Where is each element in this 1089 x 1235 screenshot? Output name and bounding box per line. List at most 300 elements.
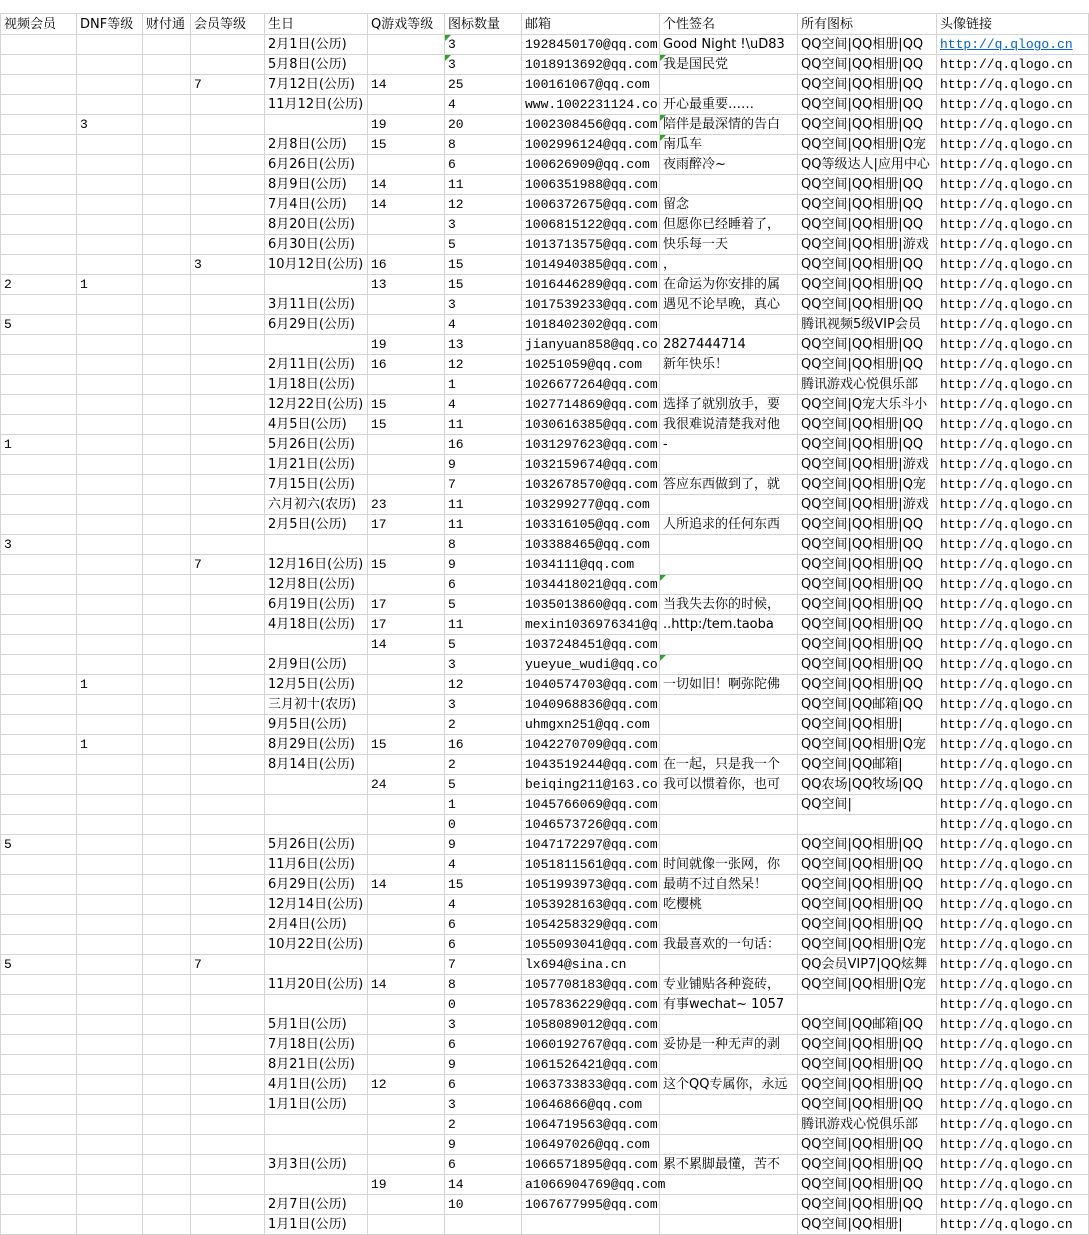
cell-tenpay[interactable] [143, 895, 191, 915]
cell-video-vip[interactable] [1, 935, 77, 955]
cell-member-level[interactable] [191, 855, 265, 875]
cell-signature[interactable]: 这个QQ专属你，永远 [660, 1075, 798, 1095]
cell-icons-all[interactable]: QQ空间|QQ相册|QQ [798, 1095, 937, 1115]
cell-signature[interactable]: 有事wechat~ 1057 [660, 995, 798, 1015]
cell-icon-count[interactable]: 3 [445, 295, 522, 315]
cell-birthday[interactable] [265, 955, 368, 975]
cell-qgame-level[interactable]: 17 [368, 595, 445, 615]
cell-email[interactable]: 1017539233@qq.com [522, 295, 660, 315]
cell-icon-count[interactable]: 3 [445, 55, 522, 75]
cell-dnf-level[interactable] [77, 375, 143, 395]
cell-video-vip[interactable] [1, 355, 77, 375]
cell-tenpay[interactable] [143, 875, 191, 895]
cell-signature[interactable]: 我可以惯着你，也可 [660, 775, 798, 795]
cell-email[interactable]: 1018913692@qq.com [522, 55, 660, 75]
cell-tenpay[interactable] [143, 1155, 191, 1175]
cell-birthday[interactable]: 7月15日(公历) [265, 475, 368, 495]
cell-tenpay[interactable] [143, 535, 191, 555]
cell-avatar-link[interactable]: http://q.qlogo.cn [937, 1135, 1089, 1155]
cell-qgame-level[interactable] [368, 155, 445, 175]
cell-avatar-link[interactable]: http://q.qlogo.cn [937, 615, 1089, 635]
cell-dnf-level[interactable] [77, 855, 143, 875]
cell-member-level[interactable] [191, 335, 265, 355]
cell-avatar-link[interactable]: http://q.qlogo.cn [937, 915, 1089, 935]
cell-signature[interactable]: 我很难说清楚我对他 [660, 415, 798, 435]
cell-birthday[interactable] [265, 535, 368, 555]
cell-tenpay[interactable] [143, 215, 191, 235]
cell-tenpay[interactable] [143, 115, 191, 135]
cell-video-vip[interactable] [1, 975, 77, 995]
cell-avatar-link[interactable]: http://q.qlogo.cn [937, 195, 1089, 215]
cell-birthday[interactable]: 5月8日(公历) [265, 55, 368, 75]
cell-qgame-level[interactable] [368, 295, 445, 315]
cell-member-level[interactable] [191, 875, 265, 895]
cell-member-level[interactable] [191, 815, 265, 835]
cell-member-level[interactable] [191, 35, 265, 55]
cell-video-vip[interactable] [1, 1075, 77, 1095]
cell-member-level[interactable] [191, 615, 265, 635]
cell-dnf-level[interactable] [77, 555, 143, 575]
cell-dnf-level[interactable] [77, 35, 143, 55]
cell-icons-all[interactable]: QQ空间|QQ相册|QQ [798, 55, 937, 75]
cell-avatar-link[interactable]: http://q.qlogo.cn [937, 1035, 1089, 1055]
cell-icons-all[interactable]: QQ空间|QQ相册|QQ [798, 675, 937, 695]
cell-dnf-level[interactable] [77, 1155, 143, 1175]
cell-signature[interactable] [660, 715, 798, 735]
cell-qgame-level[interactable] [368, 535, 445, 555]
cell-signature[interactable]: - [660, 435, 798, 455]
cell-member-level[interactable] [191, 755, 265, 775]
cell-signature[interactable]: 我最喜欢的一句话： [660, 935, 798, 955]
cell-birthday[interactable]: 2月1日(公历) [265, 35, 368, 55]
cell-member-level[interactable] [191, 415, 265, 435]
cell-avatar-link[interactable]: http://q.qlogo.cn [937, 55, 1089, 75]
cell-email[interactable]: 1037248451@qq.com [522, 635, 660, 655]
cell-signature[interactable] [660, 1135, 798, 1155]
cell-member-level[interactable] [191, 275, 265, 295]
cell-icons-all[interactable]: QQ空间|QQ相册|QQ [798, 95, 937, 115]
cell-icons-all[interactable]: QQ空间|QQ相册|QQ [798, 295, 937, 315]
cell-avatar-link[interactable]: http://q.qlogo.cn [937, 455, 1089, 475]
cell-icons-all[interactable]: QQ等级达人|应用中心 [798, 155, 937, 175]
cell-icon-count[interactable]: 0 [445, 815, 522, 835]
cell-email[interactable]: 1061526421@qq.com [522, 1055, 660, 1075]
cell-member-level[interactable] [191, 115, 265, 135]
cell-dnf-level[interactable] [77, 835, 143, 855]
cell-icon-count[interactable]: 7 [445, 955, 522, 975]
cell-dnf-level[interactable] [77, 995, 143, 1015]
cell-member-level[interactable] [191, 1215, 265, 1235]
cell-avatar-link[interactable]: http://q.qlogo.cn [937, 435, 1089, 455]
cell-qgame-level[interactable]: 17 [368, 615, 445, 635]
cell-video-vip[interactable] [1, 235, 77, 255]
cell-birthday[interactable]: 11月6日(公历) [265, 855, 368, 875]
cell-email[interactable]: lx694@sina.cn [522, 955, 660, 975]
cell-email[interactable]: 1032159674@qq.com [522, 455, 660, 475]
cell-icon-count[interactable]: 8 [445, 975, 522, 995]
cell-birthday[interactable]: 1月1日(公历) [265, 1215, 368, 1235]
cell-dnf-level[interactable] [77, 315, 143, 335]
cell-qgame-level[interactable] [368, 1155, 445, 1175]
cell-member-level[interactable] [191, 155, 265, 175]
cell-email[interactable]: 1035013860@qq.com [522, 595, 660, 615]
cell-birthday[interactable]: 12月5日(公历) [265, 675, 368, 695]
cell-birthday[interactable]: 4月1日(公历) [265, 1075, 368, 1095]
cell-dnf-level[interactable] [77, 435, 143, 455]
cell-avatar-link[interactable]: http://q.qlogo.cn [937, 355, 1089, 375]
cell-avatar-link[interactable]: http://q.qlogo.cn [937, 1075, 1089, 1095]
cell-dnf-level[interactable] [77, 395, 143, 415]
cell-birthday[interactable]: 3月11日(公历) [265, 295, 368, 315]
cell-tenpay[interactable] [143, 75, 191, 95]
cell-video-vip[interactable] [1, 455, 77, 475]
cell-icon-count[interactable]: 3 [445, 1015, 522, 1035]
cell-video-vip[interactable] [1, 915, 77, 935]
cell-video-vip[interactable] [1, 215, 77, 235]
cell-dnf-level[interactable] [77, 355, 143, 375]
cell-video-vip[interactable] [1, 715, 77, 735]
cell-avatar-link[interactable]: http://q.qlogo.cn [937, 1215, 1089, 1235]
cell-email[interactable]: 1043519244@qq.com [522, 755, 660, 775]
cell-icon-count[interactable]: 12 [445, 355, 522, 375]
cell-signature[interactable]: 遇见不论早晚，真心 [660, 295, 798, 315]
cell-icon-count[interactable]: 1 [445, 795, 522, 815]
cell-member-level[interactable] [191, 535, 265, 555]
cell-birthday[interactable]: 5月1日(公历) [265, 1015, 368, 1035]
cell-dnf-level[interactable] [77, 1055, 143, 1075]
cell-email[interactable]: 1030616385@qq.com [522, 415, 660, 435]
cell-icons-all[interactable]: QQ空间|QQ相册|Q宠 [798, 735, 937, 755]
cell-video-vip[interactable] [1, 395, 77, 415]
cell-birthday[interactable]: 12月14日(公历) [265, 895, 368, 915]
cell-member-level[interactable] [191, 175, 265, 195]
cell-avatar-link[interactable]: http://q.qlogo.cn [937, 35, 1089, 55]
cell-qgame-level[interactable] [368, 475, 445, 495]
cell-signature[interactable] [660, 375, 798, 395]
cell-member-level[interactable]: 7 [191, 955, 265, 975]
cell-video-vip[interactable] [1, 1095, 77, 1115]
cell-email[interactable]: 1031297623@qq.com [522, 435, 660, 455]
cell-member-level[interactable] [191, 835, 265, 855]
cell-birthday[interactable] [265, 115, 368, 135]
cell-email[interactable] [522, 1215, 660, 1235]
cell-icon-count[interactable]: 3 [445, 695, 522, 715]
cell-icon-count[interactable] [445, 1215, 522, 1235]
cell-avatar-link[interactable]: http://q.qlogo.cn [937, 315, 1089, 335]
cell-tenpay[interactable] [143, 195, 191, 215]
cell-dnf-level[interactable] [77, 75, 143, 95]
cell-qgame-level[interactable]: 12 [368, 1075, 445, 1095]
cell-signature[interactable] [660, 175, 798, 195]
cell-icon-count[interactable]: 9 [445, 1055, 522, 1075]
cell-signature[interactable]: 我是国民党 [660, 55, 798, 75]
cell-dnf-level[interactable] [77, 215, 143, 235]
cell-qgame-level[interactable]: 14 [368, 635, 445, 655]
cell-dnf-level[interactable] [77, 595, 143, 615]
cell-qgame-level[interactable]: 13 [368, 275, 445, 295]
cell-member-level[interactable] [191, 1135, 265, 1155]
cell-avatar-link[interactable]: http://q.qlogo.cn [937, 895, 1089, 915]
cell-signature[interactable] [660, 915, 798, 935]
cell-dnf-level[interactable] [77, 455, 143, 475]
cell-dnf-level[interactable] [77, 255, 143, 275]
cell-icons-all[interactable]: QQ空间|QQ相册|QQ [798, 1155, 937, 1175]
cell-video-vip[interactable] [1, 895, 77, 915]
cell-signature[interactable] [660, 1015, 798, 1035]
cell-birthday[interactable]: 9月5日(公历) [265, 715, 368, 735]
cell-birthday[interactable]: 2月7日(公历) [265, 1195, 368, 1215]
cell-email[interactable]: 100626909@qq.com [522, 155, 660, 175]
cell-icons-all[interactable] [798, 815, 937, 835]
cell-signature[interactable]: 留念 [660, 195, 798, 215]
cell-icons-all[interactable]: QQ空间|QQ邮箱| [798, 755, 937, 775]
cell-qgame-level[interactable]: 23 [368, 495, 445, 515]
cell-icons-all[interactable]: QQ空间|QQ相册|QQ [798, 1195, 937, 1215]
cell-icons-all[interactable]: 腾讯游戏心悦俱乐部 [798, 1115, 937, 1135]
cell-signature[interactable] [660, 1195, 798, 1215]
cell-avatar-link[interactable]: http://q.qlogo.cn [937, 415, 1089, 435]
cell-member-level[interactable] [191, 895, 265, 915]
cell-email[interactable]: beiqing211@163.co [522, 775, 660, 795]
cell-dnf-level[interactable]: 1 [77, 675, 143, 695]
cell-video-vip[interactable] [1, 75, 77, 95]
cell-avatar-link[interactable]: http://q.qlogo.cn [937, 335, 1089, 355]
cell-qgame-level[interactable] [368, 1055, 445, 1075]
cell-email[interactable]: www.1002231124.co [522, 95, 660, 115]
cell-video-vip[interactable] [1, 115, 77, 135]
cell-tenpay[interactable] [143, 575, 191, 595]
cell-dnf-level[interactable] [77, 295, 143, 315]
cell-icon-count[interactable]: 5 [445, 595, 522, 615]
cell-tenpay[interactable] [143, 1075, 191, 1095]
cell-birthday[interactable]: 2月9日(公历) [265, 655, 368, 675]
cell-tenpay[interactable] [143, 95, 191, 115]
col-header-avatar-link[interactable]: 头像链接 [937, 14, 1089, 35]
cell-birthday[interactable]: 8月29日(公历) [265, 735, 368, 755]
cell-icon-count[interactable]: 4 [445, 395, 522, 415]
cell-email[interactable]: 1066571895@qq.com [522, 1155, 660, 1175]
cell-qgame-level[interactable] [368, 1215, 445, 1235]
cell-icons-all[interactable]: QQ空间|QQ相册|游戏 [798, 455, 937, 475]
cell-icon-count[interactable]: 20 [445, 115, 522, 135]
cell-tenpay[interactable] [143, 335, 191, 355]
cell-icons-all[interactable]: QQ空间|QQ相册|QQ [798, 255, 937, 275]
cell-avatar-link[interactable]: http://q.qlogo.cn [937, 1115, 1089, 1135]
cell-email[interactable]: 1040574703@qq.com [522, 675, 660, 695]
cell-dnf-level[interactable] [77, 1095, 143, 1115]
cell-email[interactable]: 1006815122@qq.com [522, 215, 660, 235]
cell-video-vip[interactable]: 5 [1, 315, 77, 335]
cell-icons-all[interactable]: QQ农场|QQ牧场|QQ [798, 775, 937, 795]
cell-signature[interactable]: 新年快乐！ [660, 355, 798, 375]
cell-dnf-level[interactable] [77, 895, 143, 915]
cell-dnf-level[interactable] [77, 135, 143, 155]
cell-video-vip[interactable]: 5 [1, 835, 77, 855]
cell-qgame-level[interactable]: 15 [368, 395, 445, 415]
cell-birthday[interactable]: 12月8日(公历) [265, 575, 368, 595]
cell-tenpay[interactable] [143, 855, 191, 875]
cell-avatar-link[interactable]: http://q.qlogo.cn [937, 1175, 1089, 1195]
cell-qgame-level[interactable] [368, 235, 445, 255]
cell-video-vip[interactable]: 5 [1, 955, 77, 975]
cell-avatar-link[interactable]: http://q.qlogo.cn [937, 295, 1089, 315]
cell-qgame-level[interactable] [368, 1035, 445, 1055]
cell-video-vip[interactable]: 1 [1, 435, 77, 455]
cell-qgame-level[interactable]: 15 [368, 555, 445, 575]
cell-icons-all[interactable]: QQ空间|QQ相册|QQ [798, 1035, 937, 1055]
cell-dnf-level[interactable] [77, 155, 143, 175]
cell-icons-all[interactable]: QQ空间|QQ相册|QQ [798, 535, 937, 555]
cell-tenpay[interactable] [143, 835, 191, 855]
cell-icon-count[interactable]: 8 [445, 135, 522, 155]
cell-member-level[interactable] [191, 595, 265, 615]
cell-qgame-level[interactable] [368, 215, 445, 235]
cell-email[interactable]: mexin1036976341@q [522, 615, 660, 635]
cell-email[interactable]: 10251059@qq.com [522, 355, 660, 375]
cell-birthday[interactable] [265, 1135, 368, 1155]
cell-icon-count[interactable]: 12 [445, 675, 522, 695]
cell-icon-count[interactable]: 3 [445, 1095, 522, 1115]
cell-avatar-link[interactable]: http://q.qlogo.cn [937, 95, 1089, 115]
cell-tenpay[interactable] [143, 515, 191, 535]
cell-qgame-level[interactable] [368, 935, 445, 955]
cell-signature[interactable]: 人所追求的任何东西 [660, 515, 798, 535]
cell-video-vip[interactable] [1, 295, 77, 315]
cell-email[interactable]: 103316105@qq.com [522, 515, 660, 535]
cell-icon-count[interactable]: 3 [445, 35, 522, 55]
cell-member-level[interactable] [191, 975, 265, 995]
cell-email[interactable]: 1018402302@qq.com [522, 315, 660, 335]
cell-icon-count[interactable]: 15 [445, 275, 522, 295]
cell-email[interactable]: 1047172297@qq.com [522, 835, 660, 855]
cell-birthday[interactable]: 5月26日(公历) [265, 835, 368, 855]
cell-email[interactable]: 1002308456@qq.com [522, 115, 660, 135]
cell-dnf-level[interactable] [77, 1175, 143, 1195]
cell-member-level[interactable] [191, 1035, 265, 1055]
cell-avatar-link[interactable]: http://q.qlogo.cn [937, 395, 1089, 415]
cell-birthday[interactable] [265, 815, 368, 835]
cell-signature[interactable] [660, 1055, 798, 1075]
cell-tenpay[interactable] [143, 495, 191, 515]
cell-qgame-level[interactable] [368, 1135, 445, 1155]
cell-dnf-level[interactable] [77, 175, 143, 195]
cell-icons-all[interactable]: QQ空间|QQ相册|QQ [798, 75, 937, 95]
cell-birthday[interactable]: 2月8日(公历) [265, 135, 368, 155]
cell-email[interactable]: 1057708183@qq.com [522, 975, 660, 995]
cell-member-level[interactable] [191, 495, 265, 515]
cell-email[interactable]: 1060192767@qq.com [522, 1035, 660, 1055]
cell-member-level[interactable] [191, 1095, 265, 1115]
cell-icon-count[interactable]: 0 [445, 995, 522, 1015]
cell-member-level[interactable] [191, 315, 265, 335]
cell-dnf-level[interactable] [77, 935, 143, 955]
cell-email[interactable]: 1057836229@qq.com [522, 995, 660, 1015]
cell-birthday[interactable]: 4月5日(公历) [265, 415, 368, 435]
cell-video-vip[interactable] [1, 1175, 77, 1195]
cell-icons-all[interactable]: QQ空间|QQ相册|QQ [798, 895, 937, 915]
cell-qgame-level[interactable] [368, 375, 445, 395]
cell-avatar-link[interactable]: http://q.qlogo.cn [937, 75, 1089, 95]
cell-icon-count[interactable]: 5 [445, 635, 522, 655]
cell-signature[interactable]: 快乐每一天 [660, 235, 798, 255]
col-header-video-vip[interactable]: 视频会员 [1, 14, 77, 35]
cell-qgame-level[interactable] [368, 755, 445, 775]
cell-member-level[interactable] [191, 395, 265, 415]
cell-avatar-link[interactable]: http://q.qlogo.cn [937, 375, 1089, 395]
cell-qgame-level[interactable] [368, 815, 445, 835]
cell-member-level[interactable] [191, 995, 265, 1015]
cell-icon-count[interactable]: 16 [445, 435, 522, 455]
cell-video-vip[interactable] [1, 1115, 77, 1135]
cell-birthday[interactable]: 2月4日(公历) [265, 915, 368, 935]
cell-avatar-link[interactable]: http://q.qlogo.cn [937, 955, 1089, 975]
cell-dnf-level[interactable] [77, 575, 143, 595]
cell-member-level[interactable] [191, 775, 265, 795]
cell-dnf-level[interactable] [77, 475, 143, 495]
cell-signature[interactable] [660, 1095, 798, 1115]
cell-tenpay[interactable] [143, 755, 191, 775]
cell-dnf-level[interactable] [77, 615, 143, 635]
cell-video-vip[interactable] [1, 135, 77, 155]
cell-tenpay[interactable] [143, 1215, 191, 1235]
cell-signature[interactable] [660, 1115, 798, 1135]
cell-member-level[interactable] [191, 1175, 265, 1195]
cell-signature[interactable] [660, 835, 798, 855]
cell-tenpay[interactable] [143, 955, 191, 975]
cell-icons-all[interactable]: QQ空间|QQ相册|QQ [798, 635, 937, 655]
cell-icon-count[interactable]: 6 [445, 575, 522, 595]
cell-tenpay[interactable] [143, 415, 191, 435]
cell-icons-all[interactable]: QQ空间|QQ相册|Q宠 [798, 935, 937, 955]
cell-birthday[interactable]: 7月18日(公历) [265, 1035, 368, 1055]
cell-dnf-level[interactable] [77, 535, 143, 555]
cell-icon-count[interactable]: 11 [445, 415, 522, 435]
cell-avatar-link[interactable]: http://q.qlogo.cn [937, 235, 1089, 255]
cell-icons-all[interactable]: QQ空间|QQ邮箱|QQ [798, 695, 937, 715]
cell-video-vip[interactable] [1, 775, 77, 795]
cell-tenpay[interactable] [143, 475, 191, 495]
cell-member-level[interactable] [191, 55, 265, 75]
cell-icons-all[interactable]: QQ空间|QQ相册|QQ [798, 215, 937, 235]
cell-tenpay[interactable] [143, 795, 191, 815]
cell-icon-count[interactable]: 5 [445, 235, 522, 255]
cell-avatar-link[interactable]: http://q.qlogo.cn [937, 695, 1089, 715]
cell-member-level[interactable] [191, 235, 265, 255]
cell-member-level[interactable] [191, 1115, 265, 1135]
cell-icons-all[interactable]: QQ空间|QQ相册|Q宠 [798, 135, 937, 155]
cell-avatar-link[interactable]: http://q.qlogo.cn [937, 975, 1089, 995]
cell-birthday[interactable]: 5月26日(公历) [265, 435, 368, 455]
cell-tenpay[interactable] [143, 175, 191, 195]
cell-signature[interactable] [660, 455, 798, 475]
cell-tenpay[interactable] [143, 935, 191, 955]
cell-email[interactable]: 1063733833@qq.com [522, 1075, 660, 1095]
cell-icons-all[interactable]: QQ空间|QQ相册|QQ [798, 915, 937, 935]
cell-dnf-level[interactable] [77, 1135, 143, 1155]
cell-icons-all[interactable]: QQ空间|QQ相册|QQ [798, 115, 937, 135]
cell-qgame-level[interactable] [368, 1015, 445, 1035]
cell-video-vip[interactable] [1, 795, 77, 815]
cell-icon-count[interactable]: 25 [445, 75, 522, 95]
col-header-qgame-level[interactable]: Q游戏等级 [368, 14, 445, 35]
cell-avatar-link[interactable]: http://q.qlogo.cn [937, 635, 1089, 655]
cell-signature[interactable] [660, 655, 798, 675]
cell-member-level[interactable] [191, 795, 265, 815]
cell-birthday[interactable] [265, 795, 368, 815]
cell-birthday[interactable]: 10月12日(公历) [265, 255, 368, 275]
cell-member-level[interactable] [191, 1015, 265, 1035]
cell-dnf-level[interactable] [77, 915, 143, 935]
